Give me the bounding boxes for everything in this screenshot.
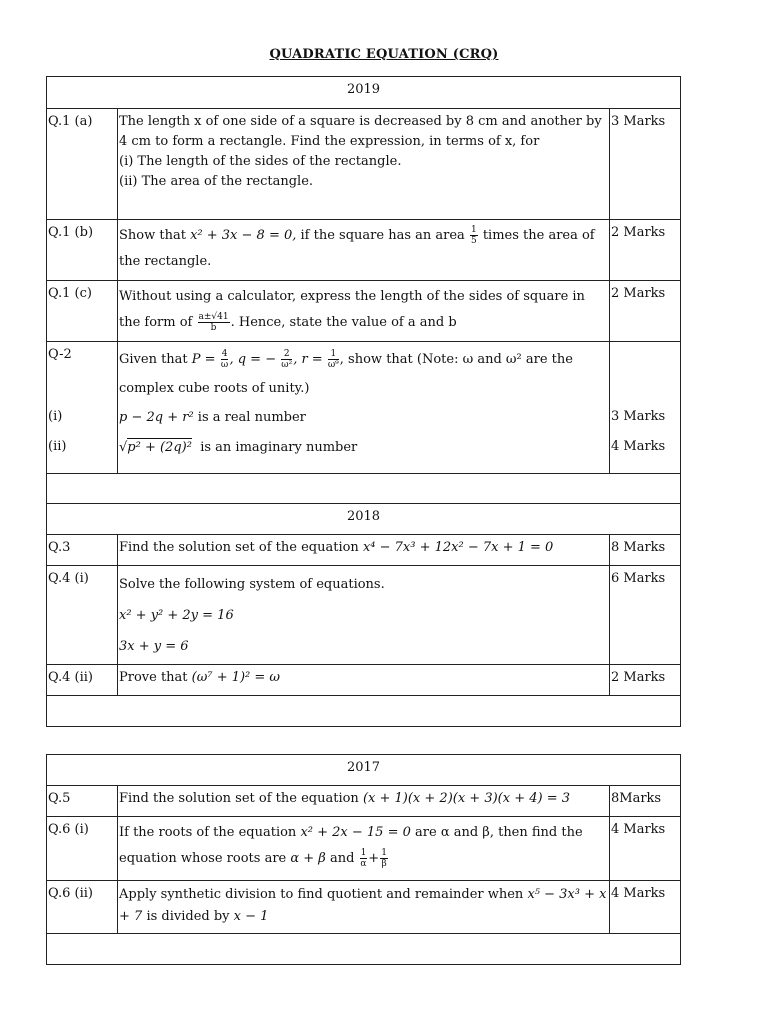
fraction: $\frac{a\pm√41}{b}$ xyxy=(198,312,229,333)
question-number: Q-2 (i) (ii) xyxy=(47,342,118,474)
question-number: Q.6 (ii) xyxy=(47,881,118,934)
questions-table-2017 xyxy=(46,754,681,965)
question-row xyxy=(47,535,681,566)
question-text: Find the solution set of the equation (x + 1)(x + 2)(x + 3)(x + 4) = 3 xyxy=(118,786,610,817)
question-marks: 2 Marks xyxy=(610,220,681,281)
question-row xyxy=(47,786,681,817)
question-text: Show that x² + 3x − 8 = 0, if the square has an area $\frac{1}{5}$ times the area of the rectangle. xyxy=(118,220,610,281)
question-number: Q.6 (i) xyxy=(47,817,118,881)
question-number: Q.1 (b) xyxy=(47,220,118,281)
year-heading-2017: 2017 xyxy=(47,755,681,786)
year-heading-2018: 2018 xyxy=(47,504,681,535)
question-text: Apply synthetic division to find quotient and remainder when x⁵ − 3x³ + x + 7 is divided by x − 1 xyxy=(118,881,610,934)
question-row xyxy=(47,220,681,281)
question-marks: 6 Marks xyxy=(610,566,681,665)
page-title: QUADRATIC EQUATION (CRQ) xyxy=(269,47,499,62)
question-text: Prove that (ω⁷ + 1)² = ω xyxy=(118,665,610,696)
empty-row xyxy=(47,474,681,504)
question-row xyxy=(47,281,681,342)
question-text: Given that P = $\frac{4}{\omega}$ , q = − $\frac{2}{\text{ω²}}$ , r = $\frac{1}{\text{ω⁹}}$ , show that (Note: ω and ω² are the complex cube roots of unity.) p − 2q + r² is a real number √p² + (2q)² is an imaginary number xyxy=(118,342,610,474)
empty-row xyxy=(47,934,681,965)
question-row xyxy=(47,342,681,474)
question-number: Q.5 xyxy=(47,786,118,817)
questions-table-2019-2018 xyxy=(46,76,681,727)
question-row xyxy=(47,566,681,665)
question-number: Q.1 (a) xyxy=(47,109,118,220)
question-text: The length x of one side of a square is decreased by 8 cm and another by 4 cm to form a rectangle. Find the expression, in terms of x, for (i) The length of the sides of the rectangle. (ii) The area of the rectangle. xyxy=(118,109,610,220)
question-text: If the roots of the equation x² + 2x − 15 = 0 are α and β, then find the equation whose roots are α + β and $\frac{1}{\alpha}$ + $\frac{1}{\beta}$ xyxy=(118,817,610,881)
question-text: Without using a calculator, express the length of the sides of square in the form of $\frac{a\pm√41}{b}$ . Hence, state the value of a and b xyxy=(118,281,610,342)
empty-row xyxy=(47,696,681,727)
question-number: Q.4 (i) xyxy=(47,566,118,665)
question-marks: 2 Marks xyxy=(610,281,681,342)
question-marks: 3 Marks xyxy=(610,109,681,220)
question-text: Solve the following system of equations. x² + y² + 2y = 16 3x + y = 6 xyxy=(118,566,610,665)
question-row xyxy=(47,881,681,934)
question-marks: 4 Marks xyxy=(610,817,681,881)
question-marks: 4 Marks xyxy=(610,881,681,934)
question-row xyxy=(47,665,681,696)
question-marks: 8Marks xyxy=(610,786,681,817)
question-number: Q.1 (c) xyxy=(47,281,118,342)
question-marks: 8 Marks xyxy=(610,535,681,566)
question-text: Find the solution set of the equation x⁴ − 7x³ + 12x² − 7x + 1 = 0 xyxy=(118,535,610,566)
question-marks: 2 Marks xyxy=(610,665,681,696)
question-row xyxy=(47,109,681,220)
question-marks: 3 Marks 4 Marks xyxy=(610,342,681,474)
year-heading-2019: 2019 xyxy=(47,77,681,109)
question-number: Q.4 (ii) xyxy=(47,665,118,696)
question-row xyxy=(47,817,681,881)
question-number: Q.3 xyxy=(47,535,118,566)
fraction: $\frac{1}{5}$ xyxy=(470,225,477,246)
